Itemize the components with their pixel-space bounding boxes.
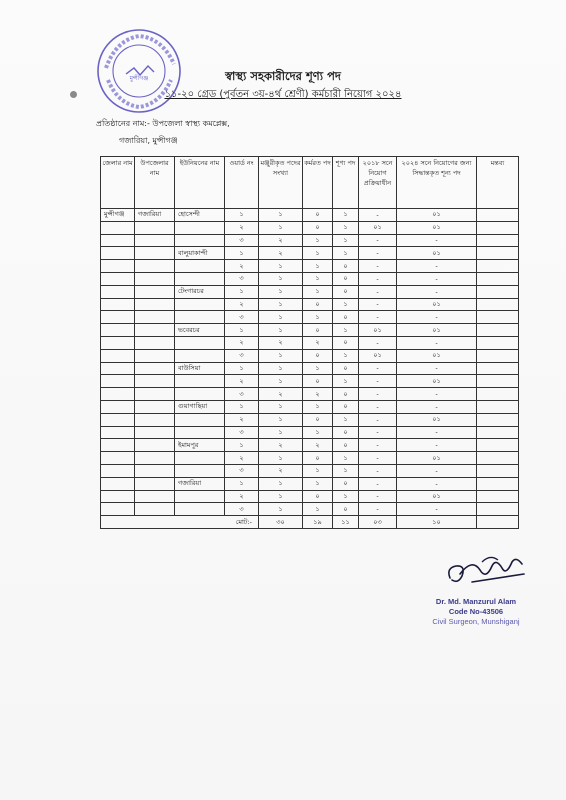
table-cell [477,272,519,285]
table-cell: ভবেরচর [175,324,225,337]
table-cell: ২ [259,336,303,349]
table-cell: ১ [259,272,303,285]
table-cell: - [397,272,477,285]
table-cell: - [359,298,397,311]
table-cell [101,464,135,477]
table-cell: ১ [259,221,303,234]
table-row [101,439,519,452]
table-cell [135,477,175,490]
table-cell: - [359,490,397,503]
table-cell: ০১ [359,324,397,337]
total-label: মোট:- [101,516,259,529]
table-cell [101,439,135,452]
table-row [101,336,519,349]
table-cell [135,375,175,388]
table-row [101,324,519,337]
header-2018-process: ২০১৮ সনে নিয়োগ প্রক্রিয়াধীন [359,157,397,209]
table-cell: ১ [225,209,259,222]
table-cell: - [359,452,397,465]
table-cell: - [397,388,477,401]
table-cell: ১ [225,362,259,375]
table-cell: ১ [259,477,303,490]
table-cell [135,336,175,349]
table-cell: ১ [259,324,303,337]
table-cell [135,349,175,362]
table-cell [101,260,135,273]
table-cell: ২ [225,260,259,273]
table-cell [477,388,519,401]
table-cell: ০ [333,503,359,516]
table-cell [175,311,225,324]
table-cell: - [397,234,477,247]
table-cell: - [359,247,397,260]
table-cell: - [359,426,397,439]
table-cell [135,234,175,247]
table-cell: ১ [303,311,333,324]
table-cell [175,388,225,401]
table-body [101,209,519,529]
table-cell [101,298,135,311]
table-cell: ০১ [397,324,477,337]
table-row [101,375,519,388]
table-cell: ১ [259,349,303,362]
total-cell: ১১ [333,516,359,529]
table-cell: - [359,209,397,222]
table-cell: ০১ [359,349,397,362]
table-cell: ১ [303,234,333,247]
table-cell: ০১ [397,247,477,260]
table-cell: টেংগারচর [175,285,225,298]
table-cell [477,362,519,375]
table-cell: ১ [259,362,303,375]
table-cell: গজারিয়া [135,209,175,222]
table-cell: ২ [225,452,259,465]
table-cell: ১ [333,234,359,247]
table-cell: ২ [259,388,303,401]
table-cell: ০১ [397,298,477,311]
table-cell [135,452,175,465]
table-cell [175,272,225,285]
table-cell [477,349,519,362]
handwritten-signature [442,548,532,598]
table-cell: ০ [333,336,359,349]
table-cell [135,285,175,298]
table-cell [135,400,175,413]
table-cell [477,490,519,503]
table-cell: ২ [259,247,303,260]
table-cell: ০১ [397,413,477,426]
table-row [101,362,519,375]
table-cell [477,439,519,452]
table-cell: - [397,439,477,452]
table-cell: ১ [333,349,359,362]
table-cell: ০ [333,388,359,401]
table-cell [477,477,519,490]
table-cell: ২ [225,375,259,388]
table-row [101,247,519,260]
table-cell: ১ [259,298,303,311]
table-cell: ১ [259,285,303,298]
table-cell [175,375,225,388]
table-cell: ০ [303,413,333,426]
table-cell [135,426,175,439]
header-sanctioned: মঞ্জুরীকৃত পদের সংখ্যা [259,157,303,209]
table-cell: ১ [303,285,333,298]
table-cell [135,311,175,324]
table-cell [101,349,135,362]
table-row [101,503,519,516]
table-cell: ০১ [397,349,477,362]
signatory-designation: Civil Surgeon, Munshiganj [432,617,520,626]
table-cell [175,503,225,516]
table-cell [101,285,135,298]
table-cell: ২ [225,221,259,234]
institution-label: প্রতিষ্ঠানের নাম:- উপজেলা স্বাস্থ্য কমপ্লেক্স, [96,119,230,128]
table-cell [101,388,135,401]
table-cell: ১ [303,272,333,285]
table-cell: ০ [303,375,333,388]
table-cell: ১ [303,503,333,516]
header-district: জেলার নাম [101,157,135,209]
table-cell: - [359,375,397,388]
table-cell [175,413,225,426]
table-cell: ০ [333,426,359,439]
table-cell: ২ [225,413,259,426]
table-cell: ১ [225,400,259,413]
table-cell: ০ [303,221,333,234]
table-cell [101,426,135,439]
total-cell [477,516,519,529]
table-row [101,413,519,426]
table-cell [101,490,135,503]
table-cell: ১ [303,362,333,375]
header-working: কর্মরত পদ [303,157,333,209]
table-cell [101,477,135,490]
table-cell: - [397,400,477,413]
table-cell [175,336,225,349]
table-cell: ২ [303,439,333,452]
table-cell: ০১ [397,452,477,465]
table-row [101,311,519,324]
table-cell [135,388,175,401]
table-cell: ১ [333,247,359,260]
table-cell: ৩ [225,311,259,324]
table-cell: ০ [303,452,333,465]
table-cell: ১ [333,464,359,477]
table-cell: গুয়াগাছিয়া [175,400,225,413]
table-cell [477,209,519,222]
table-cell [101,324,135,337]
table-cell [477,311,519,324]
table-cell: ০১ [397,375,477,388]
table-cell [135,490,175,503]
table-cell: ১ [303,464,333,477]
header-2024-decided: ২০২৪ সনে নিয়োগের জন্য সিদ্ধান্তকৃত শূন্য পদ [397,157,477,209]
table-row [101,221,519,234]
table-cell: ০ [333,272,359,285]
table-cell: ১ [259,400,303,413]
table-row [101,388,519,401]
table-cell: ১ [225,247,259,260]
table-cell: ০১ [397,209,477,222]
page-subtitle: ১১-২০ গ্রেড (পুর্বতন ৩য়-৪র্থ শ্রেণী) কর্মচারী নিয়োগ ২০২৪ [164,89,402,100]
table-cell [135,413,175,426]
table-cell: ০ [333,260,359,273]
table-cell [101,272,135,285]
table-row [101,464,519,477]
table-cell [477,247,519,260]
table-cell: ১ [333,413,359,426]
table-cell: ১ [333,209,359,222]
table-cell: ০ [303,298,333,311]
table-cell [101,336,135,349]
table-cell: ১ [303,426,333,439]
total-cell: ৩০ [259,516,303,529]
table-row [101,426,519,439]
table-cell [101,400,135,413]
table-cell: ০ [333,400,359,413]
table-cell: ১ [333,375,359,388]
table-cell [477,413,519,426]
table-cell: ১ [259,260,303,273]
table-cell: - [397,477,477,490]
table-cell: - [359,234,397,247]
table-cell: ১ [303,477,333,490]
table-cell [175,452,225,465]
table-cell [135,464,175,477]
table-cell: ১ [303,247,333,260]
table-cell [101,311,135,324]
table-cell [101,503,135,516]
table-row [101,285,519,298]
table-cell [135,362,175,375]
table-cell: - [397,336,477,349]
table-cell: - [359,285,397,298]
table-cell: ১ [225,439,259,452]
table-cell: - [397,503,477,516]
institution-location: গজারিয়া, মুন্সীগঞ্জ [119,136,178,145]
table-cell [477,234,519,247]
table-cell: ১ [225,477,259,490]
table-cell: হোসেন্দী [175,209,225,222]
total-row [101,516,519,529]
table-cell: ২ [225,336,259,349]
table-cell: গজারিয়া [175,477,225,490]
signatory-name: Dr. Md. Manzurul Alam [435,597,517,606]
table-row [101,272,519,285]
table-cell: - [397,311,477,324]
table-cell [477,503,519,516]
table-cell [175,464,225,477]
table-cell [175,234,225,247]
table-cell: ২ [303,388,333,401]
table-cell [175,490,225,503]
table-cell: ১ [259,426,303,439]
table-cell: ০ [303,324,333,337]
table-cell: - [359,260,397,273]
table-cell: ১ [259,413,303,426]
table-cell: ৩ [225,272,259,285]
table-cell: - [359,464,397,477]
header-ward: ওয়ার্ড নং [225,157,259,209]
table-row [101,209,519,222]
table-cell: ০ [303,490,333,503]
header-union: ইউনিয়নের নাম [175,157,225,209]
table-cell [175,426,225,439]
table-cell [101,452,135,465]
page-title: স্বাস্থ্য সহকারীদের শূণ্য পদ [225,69,341,83]
table-cell: ১ [333,298,359,311]
table-cell: ১ [225,324,259,337]
table-cell: ১ [259,375,303,388]
table-cell: - [359,400,397,413]
table-cell: - [397,426,477,439]
total-cell: ১৯ [303,516,333,529]
table-cell: ১ [259,311,303,324]
table-row [101,490,519,503]
table-cell [175,349,225,362]
table-cell: ২ [225,298,259,311]
table-cell: - [359,272,397,285]
table-cell: - [359,439,397,452]
table-cell [135,439,175,452]
table-cell [101,234,135,247]
table-cell [477,285,519,298]
table-cell: ৩ [225,234,259,247]
table-header-row [101,157,519,209]
table-cell [477,375,519,388]
table-cell: ১ [225,285,259,298]
table-cell: ২ [225,490,259,503]
vacancy-table [100,156,519,529]
table-cell: ১ [259,452,303,465]
table-cell: ০ [303,209,333,222]
table-cell [175,260,225,273]
total-cell: ০৩ [359,516,397,529]
table-cell: বালুয়াকান্দী [175,247,225,260]
table-cell: ১ [303,260,333,273]
table-cell [477,324,519,337]
table-cell [477,336,519,349]
table-cell: ০ [303,349,333,362]
header-vacant: শূণ্য পদ [333,157,359,209]
table-cell [477,298,519,311]
table-cell [135,503,175,516]
table-cell [477,464,519,477]
table-cell: - [359,413,397,426]
table-cell [135,272,175,285]
table-cell: ১ [303,400,333,413]
table-cell: ২ [259,464,303,477]
table-cell: - [359,311,397,324]
table-row [101,477,519,490]
table-cell [101,362,135,375]
table-row [101,349,519,362]
table-cell [477,426,519,439]
table-row [101,260,519,273]
table-cell: মুন্সীগঞ্জ [101,209,135,222]
table-cell: - [397,285,477,298]
header-remarks: মন্তব্য [477,157,519,209]
svg-text:মুন্সীগঞ্জ: মুন্সীগঞ্জ [129,75,149,82]
table-cell [101,375,135,388]
table-cell [135,298,175,311]
table-cell [477,452,519,465]
table-cell [175,298,225,311]
table-cell [101,247,135,260]
table-cell [101,413,135,426]
table-cell: - [397,464,477,477]
table-cell: ইমামপুর [175,439,225,452]
table-cell [477,260,519,273]
signatory-code: Code No-43506 [448,607,504,616]
table-row [101,298,519,311]
table-cell [135,247,175,260]
table-cell: ০১ [397,490,477,503]
table-cell: ০ [333,477,359,490]
table-cell: ৩ [225,426,259,439]
table-cell: ৩ [225,349,259,362]
table-cell: - [359,336,397,349]
table-cell [101,221,135,234]
table-cell: ১ [333,324,359,337]
table-cell: - [359,362,397,375]
table-cell [477,221,519,234]
table-cell: ২ [259,439,303,452]
header-upazila: উপজেলার নাম [135,157,175,209]
table-cell: - [397,260,477,273]
table-cell: ০ [333,285,359,298]
table-cell [477,400,519,413]
table-cell: ০১ [397,221,477,234]
table-cell: ৩ [225,464,259,477]
table-row [101,452,519,465]
table-cell [135,260,175,273]
table-cell: ২ [259,234,303,247]
table-cell: ০ [333,311,359,324]
total-cell: ১০ [397,516,477,529]
table-cell [175,221,225,234]
table-cell: - [397,362,477,375]
table-cell: ২ [303,336,333,349]
table-cell: ৩ [225,388,259,401]
table-row [101,400,519,413]
table-cell: ০১ [359,221,397,234]
table-row [101,234,519,247]
table-cell: - [359,388,397,401]
table-cell [135,221,175,234]
table-cell: ০ [333,362,359,375]
table-cell [135,324,175,337]
table-cell: ১ [333,221,359,234]
table-cell: ১ [333,490,359,503]
table-cell: ০ [333,439,359,452]
table-cell: বাউসিয়া [175,362,225,375]
table-cell: ১ [259,490,303,503]
table-cell: - [359,503,397,516]
table-cell: ১ [259,503,303,516]
table-cell: - [359,477,397,490]
table-cell: ৩ [225,503,259,516]
table-cell: ১ [259,209,303,222]
table-cell: ১ [333,452,359,465]
